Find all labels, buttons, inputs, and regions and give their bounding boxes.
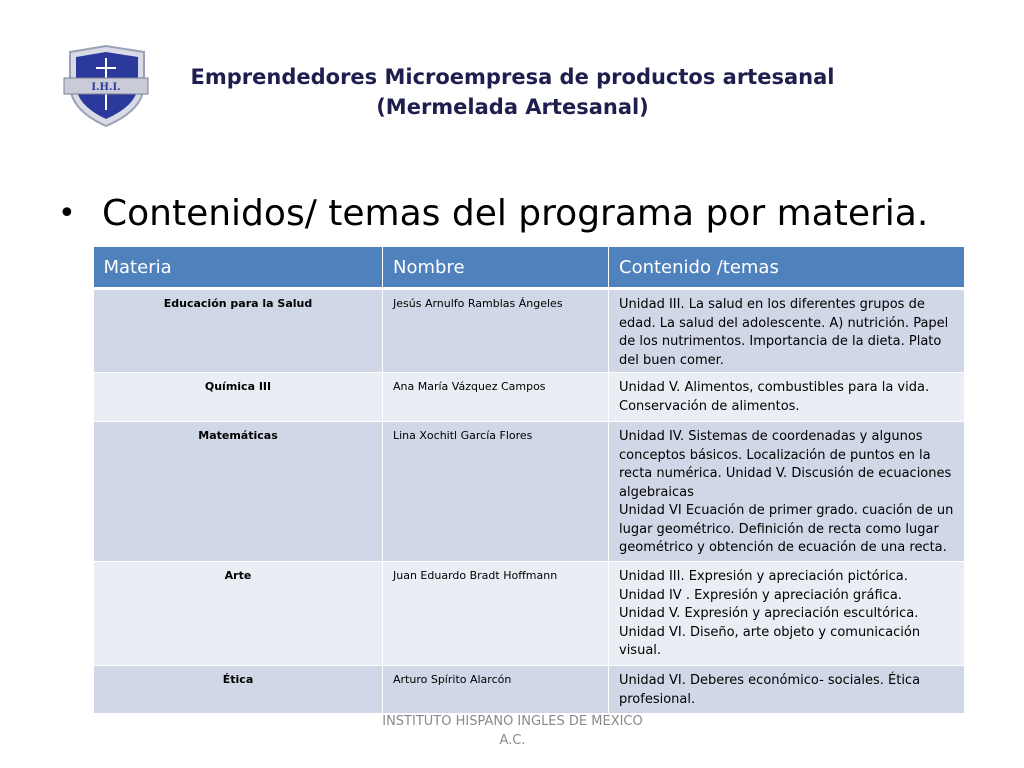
table-row xyxy=(94,422,965,562)
bullet-text: Contenidos/ temas del programa por materia. xyxy=(102,193,929,234)
header-title-line1: Emprendedores Microempresa de productos artesanal xyxy=(190,65,835,89)
table-row xyxy=(94,373,965,422)
cell-materia: Química III xyxy=(94,373,383,422)
table-row xyxy=(94,289,965,373)
cell-contenido: Unidad VI. Deberes económico- sociales. Ética profesional. xyxy=(609,666,965,714)
footer-line2: A.C. xyxy=(499,733,526,748)
cell-nombre: Ana María Vázquez Campos xyxy=(383,373,609,422)
table-row xyxy=(94,562,965,666)
contents-table xyxy=(93,247,965,714)
cell-nombre: Jesús Arnulfo Ramblas Ángeles xyxy=(383,289,609,373)
svg-text:I.H.I.: I.H.I. xyxy=(91,82,121,93)
cell-materia: Educación para la Salud xyxy=(94,289,383,373)
table-row xyxy=(94,666,965,714)
cell-nombre: Juan Eduardo Bradt Hoffmann xyxy=(383,562,609,666)
column-header-nombre: Nombre xyxy=(383,247,609,289)
column-header-materia: Materia xyxy=(94,247,383,289)
cell-contenido: Unidad III. La salud en los diferentes grupos de edad. La salud del adolescente. A) nutrición. Papel de los nutrimentos. Importancia de la dieta. Plato del buen comer. xyxy=(609,289,965,373)
slide-footer xyxy=(360,712,665,750)
cell-materia: Matemáticas xyxy=(94,422,383,562)
school-shield-logo xyxy=(60,44,152,130)
header-title-line2: (Mermelada Artesanal) xyxy=(376,95,649,119)
cell-contenido: Unidad IV. Sistemas de coordenadas y algunos conceptos básicos. Localización de puntos en la recta numérica. Unidad V. Discusión de ecuaciones algebraicas Unidad VI Ecuación de primer grado. cuación de un lugar geométrico. Definición de recta como lugar geométrico y obtención de ecuación de una recta. xyxy=(609,422,965,562)
slide-header xyxy=(170,62,855,122)
cell-materia: Arte xyxy=(94,562,383,666)
cell-materia: Ética xyxy=(94,666,383,714)
cell-contenido: Unidad III. Expresión y apreciación pictórica. Unidad IV . Expresión y apreciación gráfica. Unidad V. Expresión y apreciación escultórica. Unidad VI. Diseño, arte objeto y comunicación visual. xyxy=(609,562,965,666)
cell-nombre: Lina Xochitl García Flores xyxy=(383,422,609,562)
footer-line1: INSTITUTO HISPANO INGLES DE MEXICO xyxy=(382,714,643,729)
cell-nombre: Arturo Spírito Alarcón xyxy=(383,666,609,714)
cell-contenido: Unidad V. Alimentos, combustibles para la vida. Conservación de alimentos. xyxy=(609,373,965,422)
column-header-contenido: Contenido /temas xyxy=(609,247,965,289)
bullet-point xyxy=(58,188,1008,240)
bullet-dot-icon: • xyxy=(58,196,76,231)
table-header-row xyxy=(94,247,965,289)
